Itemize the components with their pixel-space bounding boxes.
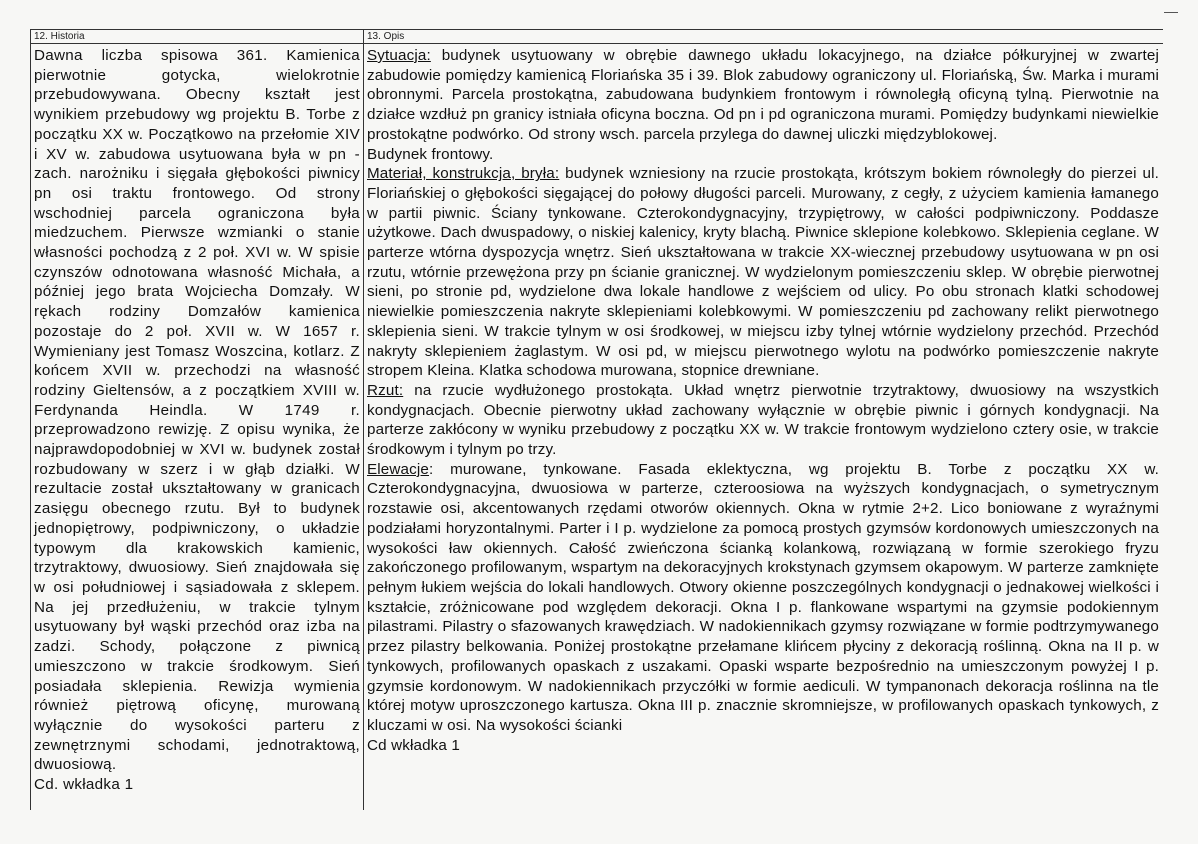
elewacje-text: : murowane, tynkowane. Fasada eklektyczna, wg projektu B. Torbe z początku XX w. Czterokondygnacyjna, dwuosiowa w parterze, czteroosiowa na wyższych kondygnacjach, o symetrycznym rozstawie osi, akcentowanych rzędami otworów okiennych. Okna w rytmie 2+2. Lico boniowane z wyraźnymi podziałami horyzontalnymi. Parter i I p. wydzielone za pomocą prostych gzymsów kordonowych umieszczonych na wysokości ław okiennych. Całość zwieńczona ścianką kolankową, rozwiązaną w formie szerokiego fryzu zakończonego profilowanym, wspartym na dekoracyjnych krokstynach gzymsem okapowym. W parterze zamknięte pełnym łukiem wejścia do lokali handlowych. Otwory okienne poszczególnych kondygnacji o jednakowej wielkości i kształcie, zróżnicowane pod względem dekoracji. Okna I p. flankowane wspartymi na gzymsie podokiennym pilastrami. Pilastry o sfazowanych krawędziach. W nadokiennikach gzymsy rozwiązane w formie podtrzymywanego przez pilastry belkowania. Poniżej prostokątne przełamane klińcem płyciny z dekoracją roślinną. Okna na II p. w tynkowych, profilowanych opaskach z uszakami. Opaski wsparte bezpośrednio na umieszczonym powyżej I p. gzymsie kordonowym. W nadokiennikach przyczółki w formie aediculi. W tympanonach dekoracja roślinna na tle której motyw uproszczonego kartusza. Okna III p. znacznie skromniejsze, w profilowanych opaskach tynkowych, z kluczami w osi. Na wysokości ścianki: [367, 460, 1159, 734]
material-label: Materiał, konstrukcja, bryła:: [367, 165, 560, 183]
sytuacja-text: budynek usytuowany w obrębie dawnego układu lokacyjnego, na działce półkuryjnej w zwartej zabudowie pomiędzy kamienicą Floriańska 35 i 39. Blok zabudowy ograniczony ul. Floriańską, Św. Marka i murami obronnymi. Parcela prostokątna, zabudowana budynkiem frontowym i równoległą oficyną tylną. Pierwotnie na działce wzdłuż pn granicy istniała oficyna boczna. Od pn i pd ograniczona murami. Pomiędzy budynkami niewielkie prostokątne podwórko. Od strony wsch. parcela przylega do dawnej uliczki międzyblokowej.: [367, 47, 1159, 143]
description-body: [364, 44, 1163, 755]
rzut-label: Rzut:: [367, 381, 404, 399]
sytuacja-label: Sytuacja:: [367, 47, 431, 64]
section-budynek: Budynek frontowy.: [367, 145, 494, 163]
history-column: [31, 30, 364, 810]
material-text: budynek wzniesiony na rzucie prostokąta, krótszym bokiem równoległy do pierzei ul. Floriańskiej o głębokości sięgającej do połowy długości parceli. Murowany, z cegły, z użyciem kamienia łamanego w partii piwnic. Ściany tynkowane. Czterokondygnacyjny, trzypiętrowy, w całości podpiwniczony. Poddasze użytkowe. Dach dwuspadowy, o niskiej kalenicy, kryty blachą. Piwnice sklepione kolebkowo. Sklepienia ceglane. W parterze wtórna dyspozycja wnętrz. Sień ukształtowana w trakcie XX-wiecznej przebudowy usytuowana w pn osi rzutu, wtórnie przewężona przy pn ścianie granicznej. W wydzielonym pomieszczeniu sklep. W obrębie pierwotnej sieni, po stronie pd, wydzielone dwa lokale handlowe z wejściem od ulicy. Po obu stronach klatki schodowej niewielkie pomieszczenia nakryte sklepieniami kolebkowymi. W pomieszczeniu pd zachowany relikt pierwotnego sklepienia sieni. W trakcie tylnym w osi środkowej, w miejscu izby tylnej wtórnie wydzielony przechód. Przechód nakryty sklepieniem żaglastym. W osi pd, w miejscu pierwotnego wylotu na podwórko pomieszczenie nakryte stropem Kleina. Klatka schodowa murowana, stopnice drewniane.: [367, 165, 1159, 380]
corner-mark: [1164, 12, 1178, 17]
section-elewacje: [367, 460, 1159, 736]
section-rzut: [367, 381, 1159, 460]
history-body: [31, 44, 363, 795]
section-material: [367, 164, 1159, 381]
rzut-text: na rzucie wydłużonego prostokąta. Układ wnętrz pierwotnie trzytraktowy, dwuosiowy na wszystkich kondygnacjach. Obecnie pierwotny układ zachowany wyłącznie w obrębie piwnic i górnych kondygnacji. Na parterze zakłócony w wyniku przebudowy z początku XX w. W trakcie frontowym wydzielono cztery osie, w trakcie środkowym i tylnym po trzy.: [367, 381, 1159, 459]
history-header: 12. Historia: [31, 30, 363, 44]
section-sytuacja: [367, 46, 1159, 145]
history-text: Dawna liczba spisowa 361. Kamienica pierwotnie gotycka, wielokrotnie przebudowywana. Obecny kształt jest wynikiem przebudowy wg projektu B. Torbe z początku XX w. Początkowo na przełomie XIV i XV w. zabudowa usytuowana była w pn -zach. narożniku i sięgała głębokości piwnicy pn osi traktu frontowego. Od strony wschodniej parcela ograniczona była miedzuchem. Pierwsze wzmianki o stanie własności pochodzą z 2 poł. XVI w. W spisie czynszów odnotowana własność Michała, a później jego brata Wojciecha Domzały. W rękach rodziny Domzałów kamienica pozostaje do 2 poł. XVII w. W 1657 r. Wymieniany jest Tomasz Woszcina, kotlarz. Z końcem XVII w. przechodzi na własność rodziny Gieltensów, a z początkiem XVIII w. Ferdynanda Heindla. W 1749 r. przeprowadzono rewizję. Z opisu wynika, że najprawdopodobniej w XVI w. budynek został rozbudowany w szerz i w głąb działki. W rezultacie został ukształtowany w granicach zasięgu obecnego rzutu. Był to budynek jednopiętrowy, podpiwniczony, o układzie typowym dla krakowskich kamienic, trzytraktowy, dwuosiowy. Sień znajdowała się w osi południowej i sąsiadowała z sklepem. Na jej przedłużeniu, w trakcie tylnym usytuowany był wąski przechód oraz izba na zadzi. Schody, połączone z piwnicą umieszczono w trakcie środkowym. Sień posiadała sklepienia. Rewizja wymienia również piętrową oficynę, murowaną wyłącznie do wysokości parteru z zewnętrznymi schodami, jednotraktową, dwuosiową.: [34, 47, 360, 774]
description-continuation: Cd wkładka 1: [367, 736, 460, 754]
record-sheet: [30, 29, 1163, 810]
description-header: 13. Opis: [364, 30, 1163, 44]
description-column: [364, 30, 1163, 810]
elewacje-label: Elewacje: [367, 460, 429, 478]
history-continuation: Cd. wkładka 1: [34, 776, 134, 794]
